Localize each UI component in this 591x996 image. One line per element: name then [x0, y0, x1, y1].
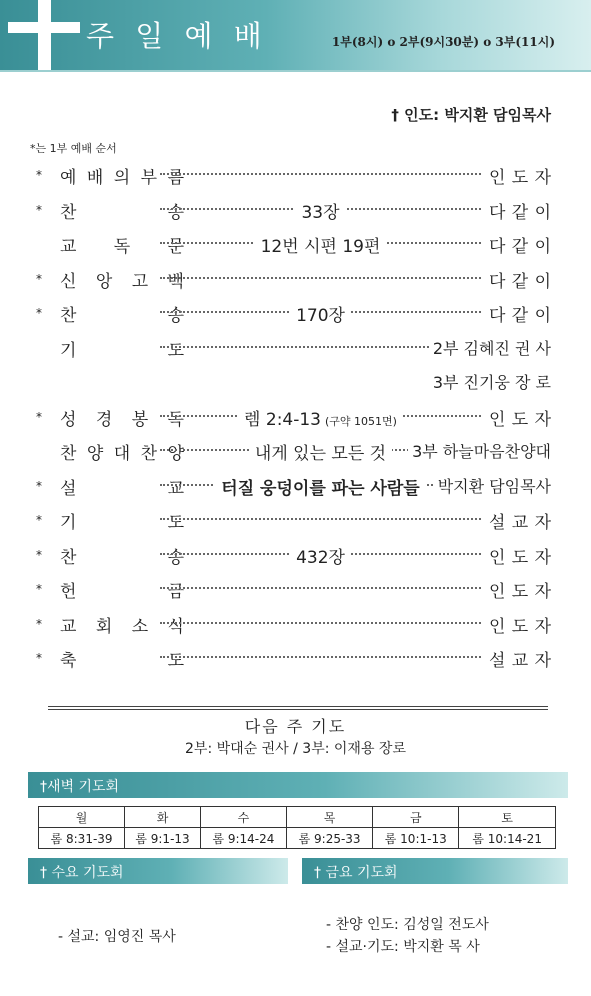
name-char: 회 — [95, 616, 113, 637]
order-item-name — [60, 646, 184, 671]
dawn-prayer-heading: †새벽 기도회 — [28, 772, 568, 798]
order-item-person — [489, 508, 551, 533]
dotted-leader — [160, 656, 481, 658]
name-char: 송 — [167, 547, 184, 568]
order-row — [36, 505, 551, 537]
name-char: 찬 — [60, 547, 77, 568]
name-char: 금 — [167, 582, 184, 602]
order-item-name — [60, 508, 184, 533]
dotted-leader — [160, 173, 481, 175]
name-char: 배 — [86, 168, 104, 188]
name-char: 송 — [167, 202, 184, 223]
detail-text: 터질 웅덩이를 파는 사람들 — [221, 478, 420, 499]
name-char: 소 — [131, 616, 149, 637]
name-char: 대 — [113, 444, 131, 464]
header-divider — [0, 70, 591, 72]
order-item-person: 3부 하늘마음찬양대 — [408, 439, 551, 462]
name-char: 독 — [113, 237, 131, 257]
name-char: 도 — [167, 651, 184, 671]
name-char: 기 — [60, 340, 77, 361]
detail-text: 33장 — [301, 202, 340, 223]
order-item-person: 3부 진기웅 장 로 — [429, 370, 551, 393]
page-title: 주 일 예 배 — [86, 19, 268, 53]
person-char: 교 — [511, 513, 529, 533]
person-char: 인 — [489, 409, 506, 430]
person-char: 같 — [511, 237, 529, 257]
name-char: 성 — [60, 409, 77, 430]
section-divider — [48, 706, 548, 707]
name-char: 설 — [60, 478, 77, 499]
name-char: 양 — [86, 444, 104, 464]
friday-item: - 찬양 인도: 김성일 전도사 — [326, 917, 489, 933]
dotted-leader — [160, 622, 481, 624]
order-item-person — [489, 232, 551, 257]
name-char: 교 — [60, 237, 77, 257]
stand-mark: * — [36, 306, 42, 320]
day-cell: 목 — [287, 807, 373, 828]
order-item-name — [60, 267, 184, 292]
person-char: 자 — [534, 409, 551, 430]
person-char: 자 — [534, 582, 551, 602]
order-item-name — [60, 336, 184, 361]
order-row — [36, 160, 551, 192]
name-char: 식 — [167, 616, 184, 637]
person-char: 이 — [534, 306, 551, 326]
person-char: 이 — [534, 202, 551, 223]
reading-cell: 롬 10:14-21 — [459, 828, 556, 849]
next-prayer-title: 다음 주 기도 — [244, 717, 347, 736]
name-char: 교 — [60, 616, 77, 637]
order-item-person — [489, 267, 551, 292]
day-cell: 금 — [373, 807, 459, 828]
order-row — [36, 574, 551, 606]
person-char: 자 — [534, 547, 551, 568]
section-divider-2 — [48, 709, 548, 710]
name-char: 부 — [140, 168, 158, 188]
name-char: 예 — [60, 168, 77, 188]
order-row — [36, 367, 551, 399]
detail-text: 내게 있는 모든 것 — [254, 444, 387, 464]
stand-mark: * — [36, 651, 42, 665]
order-item-detail — [160, 543, 481, 568]
person-char: 같 — [511, 306, 529, 326]
person-char: 인 — [489, 582, 506, 602]
reading-cell: 롬 8:31-39 — [39, 828, 125, 849]
person-char: 이 — [534, 237, 551, 257]
friday-prayer-heading: † 금요 기도회 — [302, 858, 568, 884]
order-row — [36, 471, 551, 503]
order-item-person — [489, 301, 551, 326]
name-char: 독 — [167, 409, 184, 430]
person-char: 같 — [511, 271, 529, 292]
stand-mark: * — [36, 202, 42, 217]
cross-icon — [38, 0, 51, 70]
order-item-person — [489, 577, 551, 602]
person-char: 인 — [489, 616, 506, 637]
person-char: 도 — [511, 582, 529, 602]
name-char: 백 — [167, 271, 184, 292]
person-char: 교 — [511, 651, 529, 671]
name-char: 헌 — [60, 582, 77, 602]
reading-cell: 롬 9:25-33 — [287, 828, 373, 849]
table-row — [39, 828, 556, 849]
person-char: 자 — [534, 513, 551, 533]
stand-mark: * — [36, 616, 42, 631]
name-char: 앙 — [95, 271, 113, 292]
dotted-leader — [160, 518, 481, 520]
order-row — [36, 643, 551, 675]
person-char: 이 — [534, 271, 551, 292]
wednesday-item: - 설교: 임영진 목사 — [58, 929, 176, 945]
order-item-person — [489, 198, 551, 223]
stand-mark: * — [36, 271, 42, 286]
dawn-prayer-table — [38, 806, 556, 849]
person-char: 자 — [534, 616, 551, 637]
person-char: 도 — [511, 409, 529, 430]
order-row — [36, 540, 551, 572]
stand-mark: * — [36, 478, 42, 493]
day-cell: 화 — [125, 807, 201, 828]
stand-mark: * — [36, 168, 42, 182]
name-char: 양 — [167, 444, 184, 464]
name-char: 름 — [167, 168, 184, 188]
name-char: 축 — [60, 651, 77, 671]
person-char: 다 — [489, 271, 506, 292]
worship-leader: † 인도: 박지환 담임목사 — [391, 106, 551, 124]
name-char: 도 — [167, 340, 184, 361]
name-char: 신 — [60, 271, 77, 292]
detail-text: 12번 시편 19편 — [260, 237, 381, 257]
order-row — [36, 264, 551, 296]
order-item-detail — [160, 198, 481, 223]
name-char: 교 — [167, 478, 184, 499]
day-cell: 월 — [39, 807, 125, 828]
person-char: 설 — [489, 651, 506, 671]
order-row — [36, 333, 551, 365]
order-row — [36, 436, 551, 468]
stand-mark: * — [36, 513, 42, 527]
order-item-name — [60, 612, 184, 637]
detail-text: 170장 — [296, 306, 345, 326]
name-char: 찬 — [60, 202, 77, 223]
stand-mark: * — [36, 547, 42, 562]
person-char: 도 — [511, 168, 529, 188]
first-service-note: *는 1부 예배 순서 — [30, 142, 117, 155]
name-char: 기 — [60, 513, 77, 533]
day-cell: 수 — [200, 807, 286, 828]
order-item-person — [489, 405, 551, 430]
wednesday-prayer-heading: † 수요 기도회 — [28, 858, 288, 884]
person-char: 인 — [489, 168, 506, 188]
order-row — [36, 609, 551, 641]
name-char: 도 — [167, 513, 184, 533]
order-item-person — [489, 543, 551, 568]
order-item-detail — [160, 405, 481, 430]
order-row — [36, 195, 551, 227]
person-char: 다 — [489, 306, 506, 326]
name-char: 의 — [113, 168, 131, 188]
next-prayer-detail: 2부: 박대순 권사 / 3부: 이재용 장로 — [185, 741, 406, 757]
name-char: 문 — [167, 237, 184, 257]
name-char: 고 — [131, 271, 149, 292]
person-char: 자 — [534, 168, 551, 188]
header-banner — [0, 0, 591, 70]
detail-page: (구약 1051면) — [325, 414, 397, 428]
person-char: 도 — [511, 547, 529, 568]
person-char: 인 — [489, 547, 506, 568]
cross-icon-bar — [8, 22, 80, 33]
person-char: 자 — [534, 651, 551, 671]
day-cell: 토 — [459, 807, 556, 828]
order-item-person — [489, 163, 551, 188]
stand-mark: * — [36, 409, 42, 424]
order-row — [36, 402, 551, 434]
detail-text: 렘 2:4-13 — [244, 409, 321, 430]
person-char: 설 — [489, 513, 506, 533]
order-item-person — [489, 612, 551, 637]
table-row — [39, 807, 556, 828]
order-row — [36, 298, 551, 330]
order-item-person: 2부 김혜진 권 사 — [429, 336, 551, 359]
reading-cell: 롬 9:14-24 — [200, 828, 286, 849]
order-item-person — [489, 646, 551, 671]
name-char: 봉 — [131, 409, 149, 430]
person-char: 도 — [511, 616, 529, 637]
service-times: 1부(8시) o 2부(9시30분) o 3부(11시) — [331, 35, 555, 49]
reading-cell: 롬 10:1-13 — [373, 828, 459, 849]
person-char: 같 — [511, 202, 529, 223]
person-char: 다 — [489, 237, 506, 257]
order-item-name — [60, 577, 184, 602]
order-item-detail — [160, 301, 481, 326]
name-char: 송 — [167, 306, 184, 326]
order-row — [36, 229, 551, 261]
person-char: 다 — [489, 202, 506, 223]
name-char: 경 — [95, 409, 113, 430]
order-item-detail — [160, 232, 481, 257]
name-char: 찬 — [60, 306, 77, 326]
dotted-leader — [160, 277, 481, 279]
order-item-name — [60, 163, 184, 188]
name-char: 찬 — [60, 444, 77, 464]
name-char: 찬 — [140, 444, 158, 464]
stand-mark: * — [36, 582, 42, 596]
reading-cell: 롬 9:1-13 — [125, 828, 201, 849]
detail-text: 432장 — [296, 547, 345, 568]
order-item-person: 박지환 담임목사 — [434, 474, 551, 497]
friday-item: - 설교·기도: 박지환 목 사 — [326, 939, 480, 955]
dotted-leader — [160, 587, 481, 589]
